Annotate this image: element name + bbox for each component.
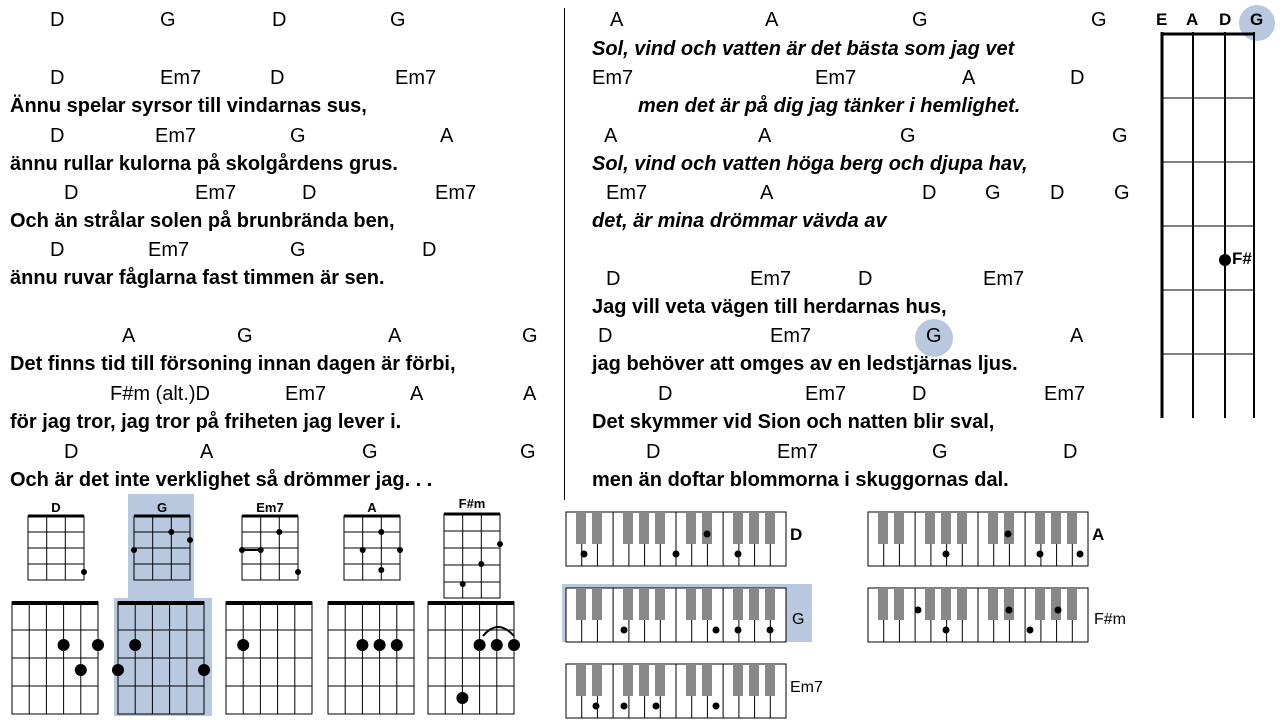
chord: D [912,383,927,405]
chord: G [1114,182,1130,204]
chord: Em7 [395,67,437,89]
chord: A [122,325,136,347]
piano-chord-label: Em7 [790,679,823,696]
lyric-line: men än doftar blommorna i skuggornas dal. [592,469,1009,491]
lyric-line: jag behöver att omges av en ledstjärnas ljus. [592,353,1018,375]
chord: Em7 [777,441,819,463]
chord: Em7 [805,383,847,405]
chord: Em7 [1044,383,1086,405]
chord: Em7 [285,383,327,405]
chord-label: F#m [458,498,486,511]
chord: Em7 [770,325,812,347]
chord: A [200,441,214,463]
chord: Em7 [195,182,237,204]
chord: G [985,182,1001,204]
chord: D [606,268,621,290]
chord: D [858,268,873,290]
chord: D [1050,182,1065,204]
chord: A [440,125,454,147]
chord: F#m (alt.)D [110,383,210,405]
piano-chord-label: A [1092,525,1105,544]
chord: Em7 [155,125,197,147]
chord: D [64,182,79,204]
piano-chord-d [566,512,786,566]
chord: Em7 [435,182,477,204]
string-label: G [1250,10,1264,29]
piano-chord-label: D [790,525,803,544]
chord: G [1091,9,1107,31]
chord: A [765,9,779,31]
chord: G [1112,125,1128,147]
chord-label: A [367,500,377,515]
chord: Em7 [983,268,1025,290]
piano-chord-g [566,588,786,642]
chord: G [912,9,928,31]
chord: Em7 [148,239,190,261]
chord: A [388,325,402,347]
chord: D [422,239,437,261]
note-label: F# [1232,249,1252,268]
lyric-line: Och är det inte verklighet så drömmer jag. . . [10,469,433,491]
string-label: A [1186,10,1199,29]
chord: G [926,325,942,347]
chord: D [50,239,65,261]
chord-label: D [51,500,61,515]
chord-label: Em7 [256,500,284,515]
chord: G [290,125,306,147]
lyric-line: ännu rullar kulorna på skolgårdens grus. [10,153,398,175]
chord: D [272,9,287,31]
chord-label: G [156,500,168,515]
lyric-line: Det finns tid till försoning innan dagen är förbi, [10,353,456,375]
chord: Em7 [160,67,202,89]
chord: G [520,441,536,463]
chord: G [362,441,378,463]
chord: D [646,441,661,463]
chord: A [410,383,424,405]
chord: Em7 [592,67,634,89]
chord: D [598,325,613,347]
chord: D [50,67,65,89]
chord: D [1070,67,1085,89]
chord: D [658,383,673,405]
lyric-line: Jag vill veta vägen till herdarnas hus, [592,296,947,318]
chord: D [922,182,937,204]
chord: Em7 [750,268,792,290]
chord: D [1063,441,1078,463]
lyric-line: Ännu spelar syrsor till vindarnas sus, [10,95,367,117]
chord: G [522,325,538,347]
chord: A [523,383,537,405]
lyric-line: det, är mina drömmar vävda av [592,210,887,232]
piano-chord-label: F#m [1094,611,1126,628]
lyric-line: Det skymmer vid Sion och natten blir sval, [592,411,995,433]
lyric-line: Sol, vind och vatten är det bästa som jag vet [592,38,1015,60]
string-label: E [1156,10,1168,29]
chord: A [760,182,774,204]
lyric-line: men det är på dig jag tänker i hemlighet. [638,95,1021,117]
chord: D [302,182,317,204]
piano-chord-em7 [566,664,786,718]
chord: D [64,441,79,463]
chord: A [758,125,772,147]
chord: G [237,325,253,347]
lyric-line: Sol, vind och vatten höga berg och djupa hav, [592,153,1028,175]
chord: G [900,125,916,147]
chord: A [962,67,976,89]
chord: A [1070,325,1084,347]
piano-chord-fsharp-m [868,588,1088,642]
chord: G [160,9,176,31]
chord: A [604,125,618,147]
piano-chord-a [868,512,1088,566]
lyric-line: för jag tror, jag tror på friheten jag lever i. [10,411,402,433]
chord: A [610,9,624,31]
chord: Em7 [815,67,857,89]
piano-chord-label: G [792,611,805,628]
chord: G [932,441,948,463]
string-label: D [1219,10,1232,29]
chord: D [50,9,65,31]
chord: Em7 [606,182,648,204]
chord: G [290,239,306,261]
chord: D [270,67,285,89]
chord: G [390,9,406,31]
lyric-line: Och än strålar solen på brunbrända ben, [10,210,395,232]
lyric-line: ännu ruvar fåglarna fast timmen är sen. [10,267,385,289]
chord: D [50,125,65,147]
